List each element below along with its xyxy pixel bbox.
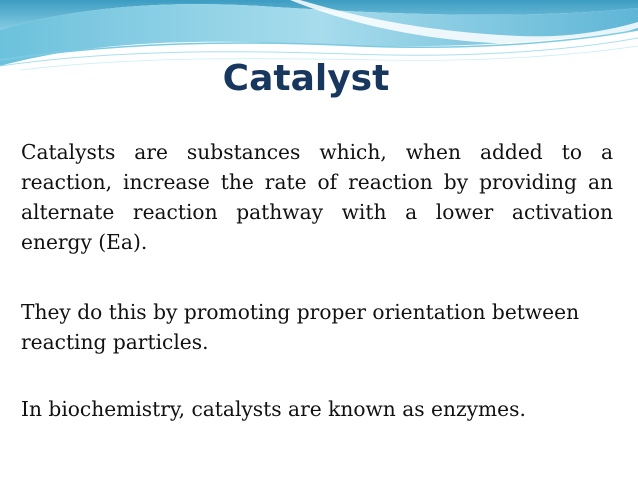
- paragraph-orientation: They do this by promoting proper orientation between reacting particles.: [21, 300, 580, 354]
- slide-title: Catalyst: [222, 58, 390, 99]
- paragraph-definition: Catalysts are substances which, when added to a reaction, increase the rate of reaction by providing an alternate reaction pathway with a lower activation energy (Ea).: [21, 140, 613, 254]
- paragraph-enzymes: In biochemistry, catalysts are known as enzymes.: [21, 397, 526, 421]
